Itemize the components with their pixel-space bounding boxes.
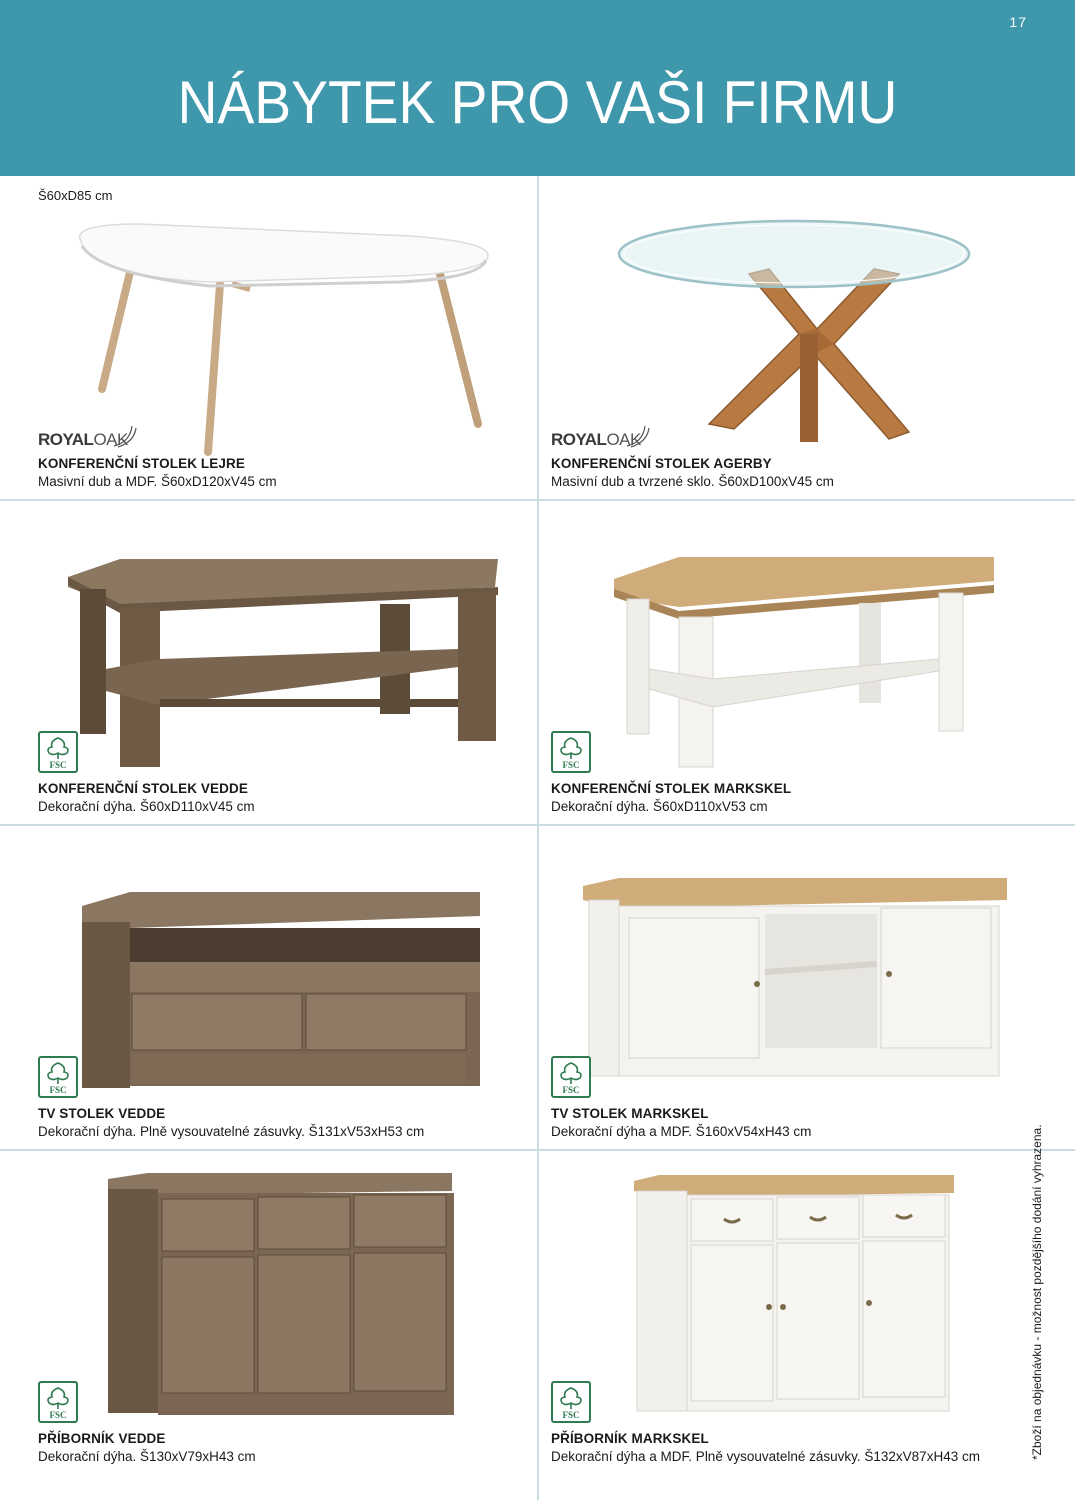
tv-stand-markskel-image [559, 844, 1049, 1114]
tv-stand-vedde-image [20, 844, 510, 1114]
product-card [0, 1151, 537, 1476]
sideboard-vedde-image [20, 1169, 510, 1439]
product-name: KONFERENČNÍ STOLEK LEJRE [38, 456, 245, 471]
product-name: PŘÍBORNÍK VEDDE [38, 1431, 166, 1446]
fsc-logo: FSC [551, 1056, 591, 1098]
product-name: TV STOLEK VEDDE [38, 1106, 166, 1121]
product-description: Dekorační dýha. Š130xV79xH43 cm [38, 1449, 256, 1464]
page-number: 17 [1009, 14, 1027, 30]
fsc-logo: FSC [38, 731, 78, 773]
fsc-logo: FSC [38, 1056, 78, 1098]
product-card [0, 501, 537, 826]
product-card [0, 826, 537, 1151]
royal-oak-logo: ROYALOAK [551, 422, 671, 452]
page-title: NÁBYTEK PRO VAŠI FIRMU [177, 69, 898, 136]
product-card [0, 176, 537, 501]
product-description: Dekorační dýha. Š60xD110xV45 cm [38, 799, 255, 814]
fsc-logo: FSC [551, 1381, 591, 1423]
coffee-table-markskel-image [559, 519, 1049, 789]
product-card [539, 1151, 1075, 1476]
product-card [539, 501, 1075, 826]
coffee-table-vedde-image [20, 519, 510, 789]
availability-note: *Zboží na objednávku - možnost pozdějšího dodání vyhrazena. [1030, 1124, 1044, 1460]
product-description: Masivní dub a MDF. Š60xD120xV45 cm [38, 474, 277, 489]
product-description: Dekorační dýha. Plně vysouvatelné zásuvky. Š131xV53xH53 cm [38, 1124, 425, 1139]
product-description: Dekorační dýha a MDF. Plně vysouvatelné zásuvky. Š132xV87xH43 cm [551, 1449, 980, 1464]
product-name: TV STOLEK MARKSKEL [551, 1106, 709, 1121]
product-description: Dekorační dýha. Š60xD110xV53 cm [551, 799, 768, 814]
fsc-logo: FSC [551, 731, 591, 773]
product-name: KONFERENČNÍ STOLEK VEDDE [38, 781, 248, 796]
royal-oak-logo: ROYALOAK [38, 422, 158, 452]
dimension-note: Š60xD85 cm [38, 188, 113, 203]
sideboard-markskel-image [559, 1169, 1049, 1439]
product-card [539, 826, 1075, 1151]
product-description: Masivní dub a tvrzené sklo. Š60xD100xV45 cm [551, 474, 834, 489]
product-name: KONFERENČNÍ STOLEK AGERBY [551, 456, 772, 471]
product-description: Dekorační dýha a MDF. Š160xV54xH43 cm [551, 1124, 812, 1139]
product-grid [0, 176, 1075, 1500]
fsc-logo: FSC [38, 1381, 78, 1423]
page-header [0, 0, 1075, 176]
product-name: KONFERENČNÍ STOLEK MARKSKEL [551, 781, 792, 796]
product-name: PŘÍBORNÍK MARKSKEL [551, 1431, 709, 1446]
product-card [539, 176, 1075, 501]
